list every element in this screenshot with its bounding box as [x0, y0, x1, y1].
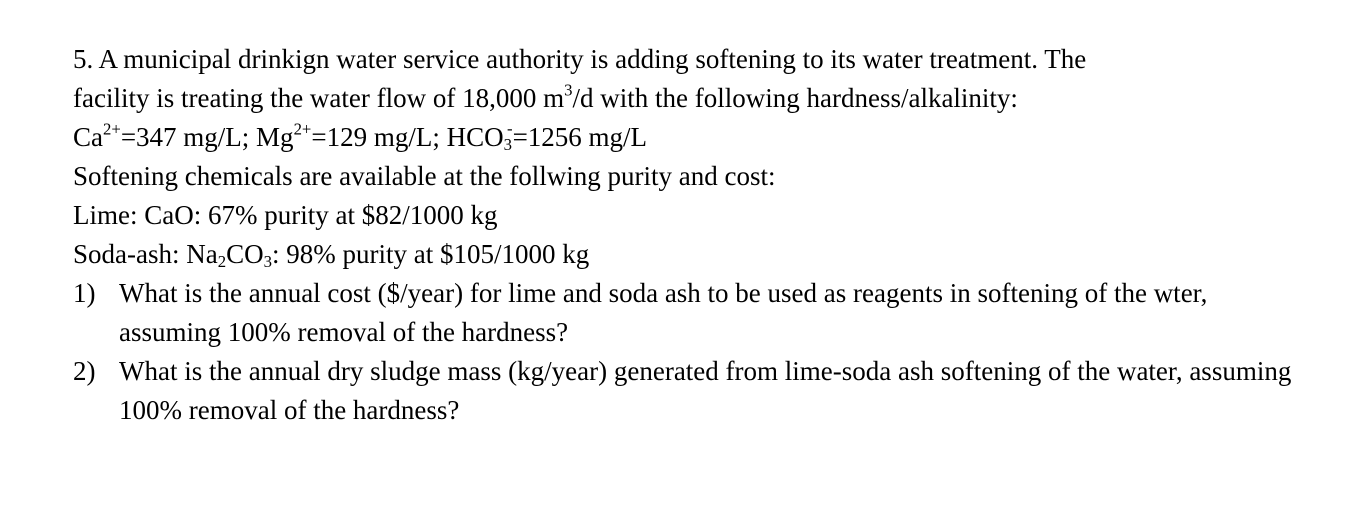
flow-unit-exponent: 3: [564, 80, 573, 100]
soda-ash-text-pre: Soda-ash: Na: [73, 239, 218, 269]
ion-concentrations-line: [73, 118, 1353, 157]
soda-ash-subscript-2: 3: [263, 252, 272, 272]
chemicals-intro-text: Softening chemicals are available at the follwing purity and cost:: [73, 161, 776, 191]
magnesium-charge: 2+: [293, 119, 312, 139]
problem-intro-text: A municipal drinkign water service authority is adding softening to its water treatment. The: [98, 44, 1087, 74]
soda-ash-text-post: : 98% purity at $105/1000 kg: [271, 239, 590, 269]
question-item-2: [73, 352, 1353, 430]
problem-intro-line-1: [73, 40, 1353, 79]
question-list: [73, 274, 1353, 430]
lime-text: Lime: CaO: 67% purity at $82/1000 kg: [73, 200, 498, 230]
calcium-value: =347 mg/L;: [120, 122, 257, 152]
question-text: What is the annual cost ($/year) for lime and soda ash to be used as reagents in softening of the wter, assuming 100% removal of the hardness?: [119, 278, 1208, 347]
question-number: 2): [73, 356, 96, 386]
flow-text-post: /d with the following hardness/alkalinity:: [572, 83, 1018, 113]
problem-statement: [73, 40, 1353, 430]
bicarbonate-subscript: 3: [503, 135, 512, 155]
bicarbonate-symbol: HCO: [446, 122, 504, 152]
flow-text-pre: facility is treating the water flow of 18,000 m: [73, 83, 565, 113]
problem-flow-line: [73, 79, 1353, 118]
calcium-charge: 2+: [103, 119, 121, 139]
magnesium-value: =129 mg/L;: [311, 122, 447, 152]
question-item-1: [73, 274, 1353, 352]
soda-ash-line: [73, 235, 1353, 274]
question-number: 1): [73, 278, 96, 308]
chemicals-intro-line: [73, 157, 1353, 196]
bicarbonate-value: =1256 mg/L: [512, 122, 648, 152]
magnesium-symbol: Mg: [256, 122, 294, 152]
question-text: What is the annual dry sludge mass (kg/year) generated from lime-soda ash softening of the water, assuming 100% removal of the hardness?: [119, 356, 1292, 425]
bicarbonate-charge: -: [506, 119, 513, 139]
problem-number: 5.: [73, 44, 94, 74]
soda-ash-text-mid: CO: [226, 239, 264, 269]
soda-ash-subscript-1: 2: [217, 252, 227, 272]
lime-line: [73, 196, 1353, 235]
calcium-symbol: Ca: [73, 122, 103, 152]
